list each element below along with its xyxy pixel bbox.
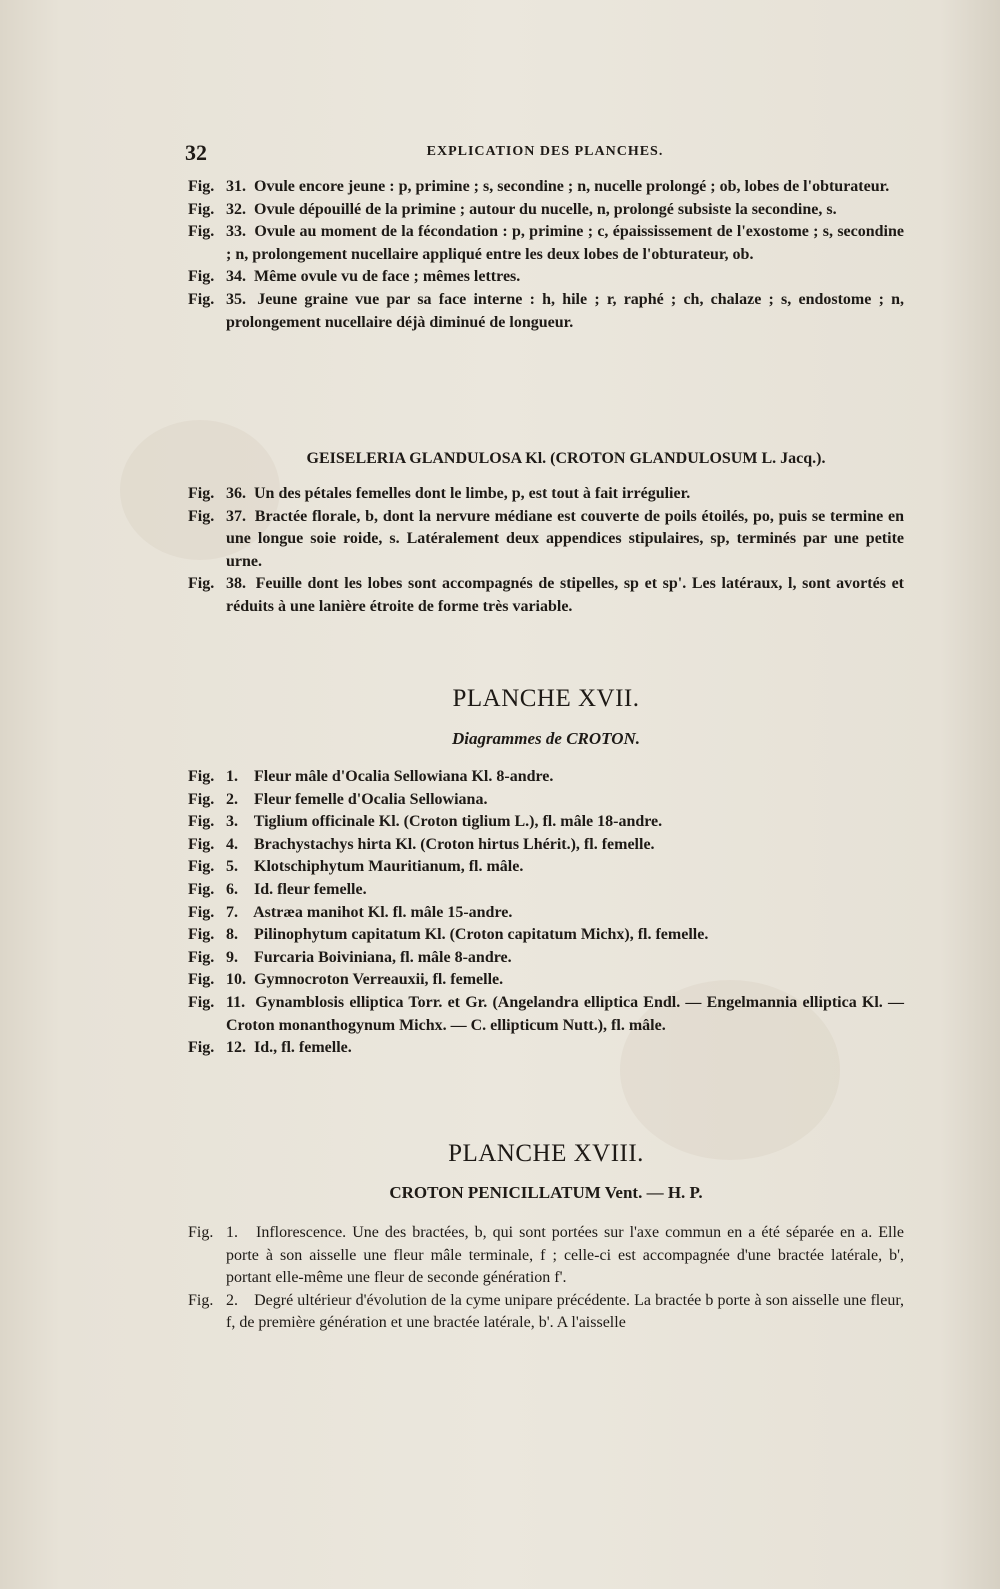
plate-18-subtitle: CROTON PENICILLATUM Vent. — H. P. (389, 1183, 703, 1202)
figure-number: 32. (226, 200, 246, 218)
figure-entry (188, 992, 904, 1037)
figure-list-plate16-end (188, 176, 904, 334)
figure-caption: Un des pétales femelles dont le limbe, p, est tout à fait irrégulier. (254, 485, 691, 502)
figure-entry (188, 199, 904, 222)
figure-number: 33. (226, 223, 246, 241)
plate-17-title: PLANCHE XVII. (452, 685, 640, 712)
figure-entry (188, 221, 904, 266)
figure-label: Fig. (188, 223, 215, 241)
section-heading-geiseleria (188, 448, 904, 471)
figure-label: Fig. (188, 858, 215, 876)
figure-caption: Ovule encore jeune : p, primine ; s, secondine ; n, nucelle prolongé ; ob, lobes de l'obturateur. (254, 178, 890, 195)
figure-label: Fig. (188, 903, 215, 921)
figure-label: Fig. (188, 993, 215, 1011)
figure-caption: Bractée florale, b, dont la nervure médiane est couverte de poils étoilés, po, puis se termine en une longue soie roide, s. Latéralement deux appendices stipulaires, sp, terminés par une petite urne. (226, 507, 905, 570)
figure-label: Fig. (188, 485, 215, 502)
figure-caption: Feuille dont les lobes sont accompagnés de stipelles, sp et sp'. Les latéraux, l, sont avortés et réduits à une lanière étroite de forme très variable. (226, 575, 904, 615)
figure-label: Fig. (188, 200, 215, 218)
figure-number: 9. (226, 948, 238, 966)
figure-entry (188, 924, 904, 947)
figure-label: Fig. (188, 768, 215, 785)
figure-label: Fig. (188, 507, 215, 525)
figure-number: 11. (226, 993, 246, 1011)
figure-entry (188, 947, 904, 970)
figure-number: 12. (226, 1039, 246, 1057)
figure-entry (188, 834, 904, 857)
figure-entry (188, 176, 904, 199)
figure-number: 2. (226, 790, 238, 808)
page-header (185, 140, 905, 166)
figure-label: Fig. (188, 575, 215, 593)
figure-entry (188, 1222, 904, 1290)
figure-caption: Gynamblosis elliptica Torr. et Gr. (Angelandra elliptica Endl. — Engelmannia elliptica Kl. — Croton monanthogynum Michx. — C. ellipticum Nutt.), fl. mâle. (226, 993, 905, 1034)
figure-entry (188, 483, 904, 506)
figure-label: Fig. (188, 1039, 215, 1057)
figure-label: Fig. (188, 790, 215, 808)
figure-caption: Brachystachys hirta Kl. (Croton hirtus Lhérit.), fl. femelle. (254, 835, 655, 853)
figure-number: 1. (226, 1224, 238, 1241)
figure-label: Fig. (188, 835, 215, 853)
figure-entry (188, 506, 904, 574)
figure-number: 35. (226, 290, 246, 308)
figure-caption: Gymnocroton Verreauxii, fl. femelle. (254, 971, 504, 989)
figure-label: Fig. (188, 1224, 214, 1241)
figure-number: 36. (226, 485, 246, 502)
figure-number: 3. (226, 813, 238, 831)
figure-list-plate18 (188, 1222, 904, 1335)
figure-number: 2. (226, 1291, 238, 1309)
figure-caption: Astræa manihot Kl. fl. mâle 15-andre. (253, 903, 513, 921)
figure-number: 34. (226, 268, 246, 286)
figure-caption: Furcaria Boiviniana, fl. mâle 8-andre. (254, 948, 512, 966)
figure-number: 7. (226, 903, 238, 921)
figure-caption: Ovule dépouillé de la primine ; autour du nucelle, n, prolongé subsiste la secondine, s. (254, 200, 837, 218)
figure-entry (188, 266, 904, 289)
figure-label: Fig. (188, 178, 215, 195)
figure-entry (188, 902, 904, 925)
figure-number: 31. (226, 178, 246, 195)
figure-number: 38. (226, 575, 246, 593)
figure-caption: Fleur femelle d'Ocalia Sellowiana. (254, 790, 488, 808)
figure-entry (188, 766, 904, 789)
figure-entry (188, 811, 904, 834)
figure-entry (188, 969, 904, 992)
figure-number: 8. (226, 926, 238, 944)
figure-caption: Inflorescence. Une des bractées, b, qui sont portées sur l'axe commun en a été séparée en a. Elle porte à son aisselle une fleur mâle terminale, f ; celle-ci est accompagnée d'une bractée latérale, b', portant elle-même une fleur de seconde génération f'. (226, 1224, 905, 1287)
figure-label: Fig. (188, 971, 215, 989)
figure-caption: Id., fl. femelle. (254, 1039, 352, 1057)
figure-entry (188, 879, 904, 902)
figure-label: Fig. (188, 813, 215, 831)
figure-label: Fig. (188, 1291, 214, 1309)
figure-caption: Fleur mâle d'Ocalia Sellowiana Kl. 8-andre. (254, 768, 554, 785)
running-title: EXPLICATION DES PLANCHES. (426, 144, 664, 159)
figure-caption: Klotschiphytum Mauritianum, fl. mâle. (254, 858, 524, 876)
figure-label: Fig. (188, 290, 215, 308)
figure-list-geiseleria (188, 483, 904, 619)
figure-caption: Id. fleur femelle. (254, 880, 367, 898)
page-number: 32 (185, 140, 207, 165)
figure-caption: Tiglium officinale Kl. (Croton tiglium L.), fl. mâle 18-andre. (253, 813, 663, 831)
figure-list-plate17 (188, 766, 904, 1060)
figure-caption: Degré ultérieur d'évolution de la cyme unipare précédente. La bractée b porte à son aisselle une fleur, f, de première génération et une bractée latérale, b'. A l'aisselle (226, 1291, 905, 1332)
figure-number: 37. (226, 507, 246, 525)
figure-label: Fig. (188, 948, 215, 966)
figure-entry (188, 1290, 904, 1335)
figure-entry (188, 789, 904, 812)
figure-number: 4. (226, 835, 238, 853)
plate-17-subtitle: Diagrammes de CROTON. (451, 729, 641, 748)
figure-number: 6. (226, 880, 238, 898)
figure-entry (188, 289, 904, 334)
figure-entry (188, 856, 904, 879)
figure-number: 5. (226, 858, 238, 876)
figure-label: Fig. (188, 926, 215, 944)
figure-caption: Même ovule vu de face ; mêmes lettres. (254, 268, 521, 286)
plate-18-title: PLANCHE XVIII. (448, 1140, 644, 1167)
figure-entry (188, 1037, 904, 1060)
figure-label: Fig. (188, 268, 215, 286)
figure-number: 1. (226, 768, 238, 785)
figure-caption: Pilinophytum capitatum Kl. (Croton capitatum Michx), fl. femelle. (254, 926, 709, 944)
figure-caption: Ovule au moment de la fécondation : p, primine ; c, épaississement de l'exostome ; s, secondine ; n, prolongement nucellaire appliqué entre les deux lobes de l'obturateur, ob. (226, 223, 905, 263)
figure-caption: Jeune graine vue par sa face interne : h, hile ; r, raphé ; ch, chalaze ; s, endostome ; n, prolongement nucellaire déjà diminué de longueur. (226, 290, 905, 331)
figure-number: 10. (226, 971, 246, 989)
species-heading: GEISELERIA GLANDULOSA Kl. (CROTON GLANDULOSUM L. Jacq.). (306, 450, 826, 467)
figure-label: Fig. (188, 880, 215, 898)
figure-entry (188, 573, 904, 618)
